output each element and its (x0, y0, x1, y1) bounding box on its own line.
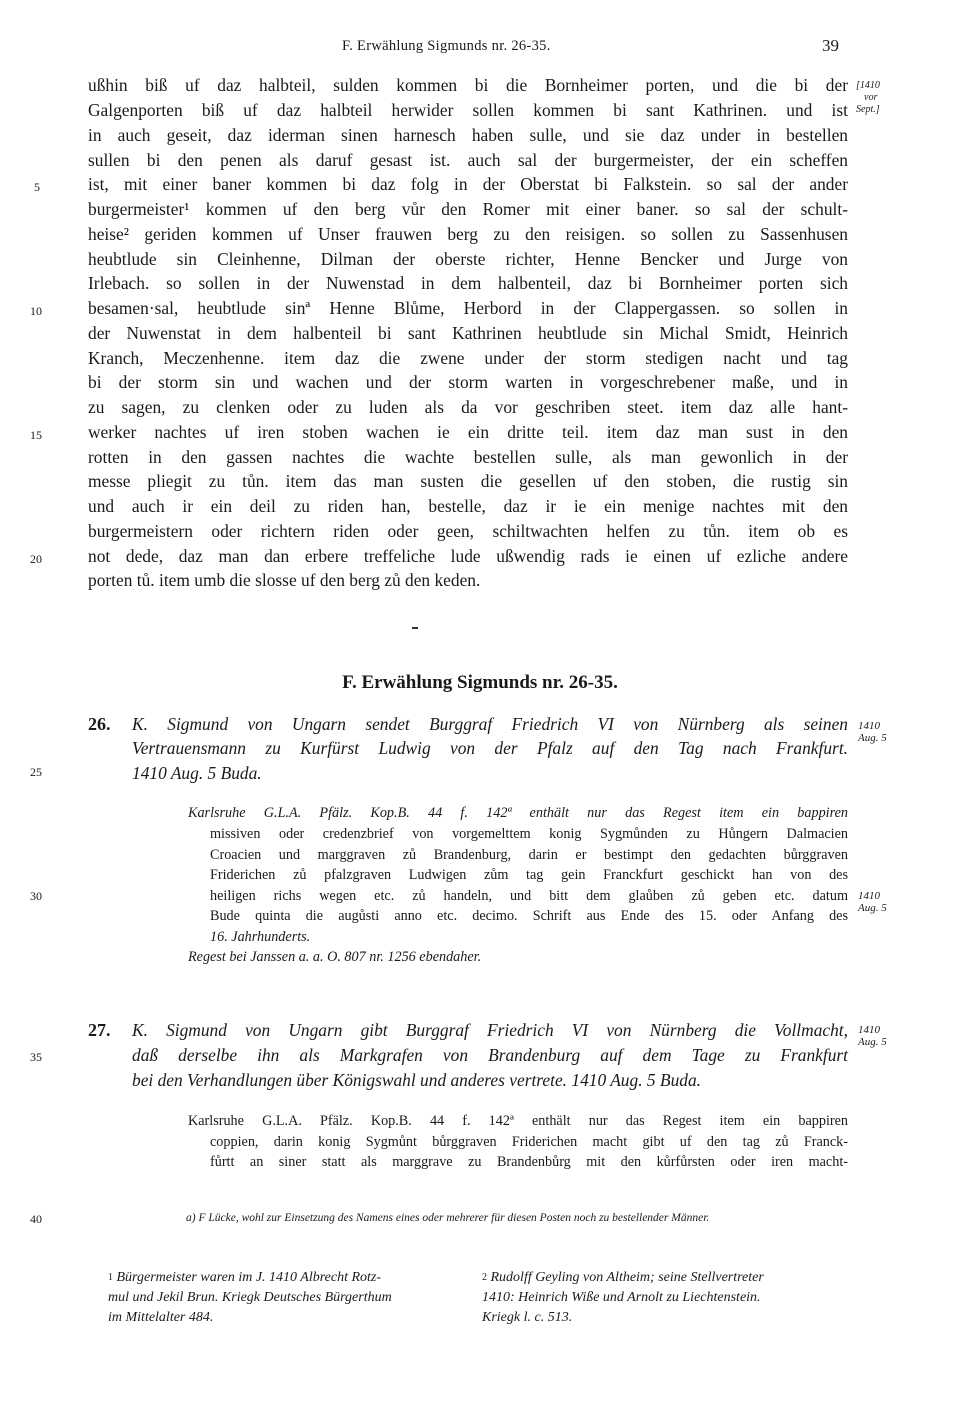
footnote-line: im Mittelalter 484. (108, 1310, 214, 1325)
entry-26-source-margin-date (858, 890, 887, 914)
footnote-line: 1410: Heinrich Wiße und Arnolt zu Liechtenstein. (482, 1290, 761, 1305)
footnote-mark: 2 (482, 1272, 487, 1283)
entry-27-title-line (88, 1018, 848, 1043)
entry-27-source-line: fůrtt an siner statt als marggrave zu Brandenbůrg mit den kůrfůrsten oder iren macht- (210, 1154, 848, 1170)
body-line: und auch ir ein deil zu riden han, bestelle, daz ir ie ein menige nachtes mit den (88, 496, 848, 516)
margin-date-year: 1410 (858, 720, 880, 732)
body-line: porten tů. item umb die slosse uf den berg zů den keden. (88, 570, 481, 590)
entry-title-text: K. Sigmund von Ungarn sendet Burggraf Friedrich VI von Nürnberg als seinen (132, 714, 848, 734)
footnote-line: Kriegk l. c. 513. (482, 1310, 573, 1325)
body-line: burgermeistern oder richtern riden oder geen, schiltwachten helfen zu tůn. item ob es (88, 521, 848, 541)
side-note-line: [1410 (856, 80, 880, 91)
footnote-1 (108, 1268, 392, 1328)
line-number: 35 (30, 1050, 42, 1064)
line-number: 30 (30, 889, 42, 903)
body-line: heise² geriden kommen uf Unser frauwen berg zu den reisigen. so sollen zu Sassenhusen (88, 224, 848, 244)
body-line: Galgenporten biß uf daz halbteil herwider sollen kommen bi sant Kathrinen. und ist (88, 100, 848, 120)
entry-number: 27. (88, 1020, 111, 1040)
margin-date-day: Aug. 5 (858, 732, 887, 744)
section-heading: F. Erwählung Sigmunds nr. 26-35. (342, 672, 618, 693)
body-line: in auch geseit, daz iderman sinen harnesch haben sulle, und sie daz under in bestellen (88, 125, 848, 145)
line-number: 15 (30, 428, 42, 442)
entry-27-margin-date (858, 1024, 887, 1048)
body-line: burgermeister¹ kommen uf den berg vůr den Romer mit einer baner. so sal der schult- (88, 199, 848, 219)
side-note-top (856, 80, 880, 116)
entry-27-title-line: bei den Verhandlungen über Königswahl und anderes vertrete. 1410 Aug. 5 Buda. (132, 1070, 701, 1090)
line-number: 20 (30, 552, 42, 566)
entry-26-source-line (188, 803, 848, 824)
entry-26-source-line: heiligen richs wegen etc. zů handeln, und bitt dem glaůben zů geben etc. datum (210, 888, 848, 904)
entry-26-source-line: 16. Jahrhunderts. (210, 929, 311, 945)
footnote-2 (482, 1268, 764, 1328)
running-head: F. Erwählung Sigmunds nr. 26-35. (342, 38, 551, 54)
entry-26-title-line (88, 712, 848, 737)
body-line: Kranch, Meczenhenne. item daz die zwene under der storm stedigen nacht und tag (88, 348, 848, 368)
body-line: ist, mit einer baner kommen bi daz folg in der Oberstat bi Falkstein. so sal der ander (88, 174, 848, 194)
margin-date-year: 1410 (858, 890, 880, 902)
line-number: 10 (30, 304, 42, 318)
body-line: zu sagen, zu clenken oder zu luden als da vor geschriben steet. item daz alle hant- (88, 397, 848, 417)
side-note-line: vor (864, 92, 878, 103)
apparatus-note: a) F Lücke, wohl zur Einsetzung des Namens eines oder mehrerer für diesen Posten noch zu bestellender Männer. (186, 1212, 710, 1224)
page-number: 39 (822, 36, 839, 55)
body-line: not dede, daz man dan erbere treffeliche lude ußwendig rads ie einen uf ezliche andere (88, 546, 848, 566)
body-line: Irlebach. so sollen in der Nuwenstad in dem halbenteil, daz bi Bornheimer porten sich (88, 273, 848, 293)
body-line: messe pliegit zu tůn. item das man susten die gesellen uf den stoben, die rustig sin (88, 471, 848, 491)
entry-26-regest-line: Regest bei Janssen a. a. O. 807 nr. 1256 ebendaher. (188, 949, 482, 965)
body-line: der Nuwenstat in dem halbenteil bi sant Kathrinen heubtlude sin Michal Smidt, Heinrich (88, 323, 848, 343)
body-line: werker nachtes uf iren stoben wachen ie ein dritte teil. item daz man sust in den (88, 422, 848, 442)
entry-number: 26. (88, 714, 111, 734)
footnote-line: Rudolff Geyling von Altheim; seine Stellvertreter (490, 1270, 764, 1285)
line-number: 40 (30, 1212, 42, 1226)
body-line: bi der storm sin und wachen und der storm warten in vorgeschrebener maße, und in (88, 372, 848, 392)
body-line: heubtlude sin Cleinhenne, Dilman der oberste richter, Henne Bencker und Jurge von (88, 249, 848, 269)
margin-date-year: 1410 (858, 1024, 880, 1036)
line-number: 25 (30, 765, 42, 779)
margin-date-day: Aug. 5 (858, 1036, 887, 1048)
body-line: rotten in den gassen nachtes die wachte bestellen sulle, als man gewonlich in der (88, 447, 848, 467)
footnote-line: Bürgermeister waren im J. 1410 Albrecht Rotz- (116, 1270, 382, 1285)
entry-27-source-line: coppien, darin konig Sygmůnt bůrggraven Friderichen macht gibt uf den tag zů Franck- (210, 1134, 848, 1150)
body-line: ußhin biß uf daz halbteil, sulden kommen bi die Bornheimer porten, und die bi der (88, 75, 848, 95)
source-text: Karlsruhe G.L.A. Pfälz. Kop.B. 44 f. 142ª enthält nur das Regest item ein bappiren (188, 805, 848, 821)
line-number: 5 (34, 180, 40, 194)
side-note-line: Sept.] (856, 104, 880, 115)
body-line: sullen bi den penen als daruf gesast ist. auch sal der burgermeister, der ein scheffen (88, 150, 848, 170)
entry-27-title-line: daß derselbe ihn als Markgrafen von Brandenburg auf dem Tage zu Frankfurt (132, 1045, 848, 1065)
entry-title-text: K. Sigmund von Ungarn gibt Burggraf Friedrich VI von Nürnberg die Vollmacht, (132, 1020, 848, 1040)
body-line: besamen·sal, heubtlude sinª Henne Blůme, Herbord in der Clappergassen. so sollen in (88, 298, 848, 318)
entry-26-source-line: Bude quinta die augůsti anno etc. decimo. Schrift aus Ende des 15. oder Anfang des (210, 908, 848, 924)
entry-26-title-line: 1410 Aug. 5 Buda. (132, 763, 262, 783)
margin-date-day: Aug. 5 (858, 902, 887, 914)
entry-27-source-line: Karlsruhe G.L.A. Pfälz. Kop.B. 44 f. 142ª enthält nur das Regest item ein bappiren (188, 1113, 848, 1129)
entry-26-title-line: Vertrauensmann zu Kurfürst Ludwig von der Pfalz auf den Tag nach Frankfurt. (132, 738, 848, 758)
entry-26-margin-date (858, 720, 887, 744)
entry-26-source-line: Croacien und marggraven zů Brandenburg, darin er bestimpt den gedachten bůrggraven (210, 847, 848, 863)
footnote-line: mul und Jekil Brun. Kriegk Deutsches Bürgerthum (108, 1290, 392, 1305)
entry-26-source-line: Friderichen zů pfalzgraven Ludwigen zům tag gein Franckfurt geschickt han von des (210, 867, 848, 883)
divider-mark (412, 627, 418, 629)
footnote-mark: 1 (108, 1272, 113, 1283)
entry-26-source-line: missiven oder credenzbrief von vorgemelttem konig Sygmůnden zu Hůngern Dalmacien (210, 826, 848, 842)
